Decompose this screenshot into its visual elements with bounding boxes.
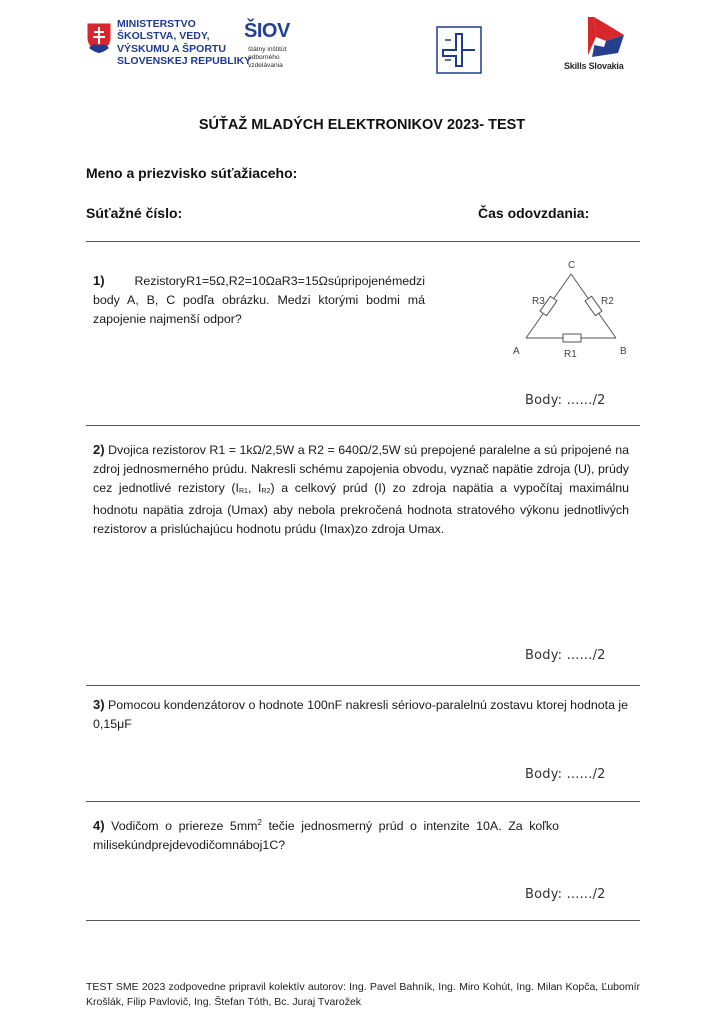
- siov-logo: [244, 20, 314, 80]
- siov-subtitle: [248, 46, 286, 69]
- node-c-label: C: [568, 260, 576, 271]
- score-field: Body: ....../2: [525, 887, 606, 902]
- resistor-triangle-diagram: [508, 256, 632, 362]
- question-text: , I: [247, 481, 262, 495]
- competition-number-label: Súťažné číslo:: [86, 205, 183, 221]
- question-text: ) a celkový prúd (I) zo zdroja napätia a vypočítaj maximálnu hodnotu napätia zdroja (Umax) aby nebola prekročená hodnota stratového výkonu jednotlivých rezistorov a prislúchajúcu hodnotu prúdu (Imax)zo zdroja Umax.: [93, 481, 629, 536]
- siov-sub-line: odborného: [248, 53, 280, 61]
- score-field: Body: ....../2: [525, 767, 606, 782]
- superscript: 2: [257, 818, 262, 827]
- subscript: R2: [261, 488, 271, 495]
- divider: [86, 920, 640, 921]
- question-text: Pomocou kondenzátorov o hodnote 100nF nakresli sériovo-paralelnú zostavu ktorej hodnota je 0,15μF: [93, 698, 629, 731]
- question-number: 1): [93, 273, 105, 288]
- question-text: RezistoryR1=5Ω,R2=10ΩaR3=15Ωsúpripojenémedzi body A, B, C podľa obrázku. Medzi ktorými bodmi má zapojenie najmenší odpor?: [93, 274, 425, 326]
- divider: [86, 801, 640, 802]
- divider: [86, 241, 640, 242]
- question-3: [93, 695, 629, 734]
- submission-time-label: Čas odovzdania:: [478, 205, 590, 221]
- skills-slovakia-logo: [564, 15, 634, 75]
- resistor-r1-label: R1: [564, 349, 577, 360]
- ministry-line: MINISTERSTVO: [117, 18, 196, 30]
- score-field: Body: ....../2: [525, 393, 606, 408]
- question-number: 4): [93, 818, 105, 833]
- siov-sub-line: štátny inštitút: [248, 46, 287, 53]
- ministry-line: ŠKOLSTVA, VEDY,: [117, 30, 210, 43]
- question-number: 2): [93, 442, 105, 457]
- question-2: [93, 440, 629, 539]
- question-1: [93, 271, 425, 329]
- node-a-label: A: [513, 346, 520, 357]
- question-number: 3): [93, 697, 105, 712]
- ministry-line: SLOVENSKEJ REPUBLIKY: [117, 55, 252, 68]
- slovak-crest-icon: [86, 22, 112, 54]
- siov-wordmark: ŠIOV: [244, 20, 290, 42]
- name-field-label: Meno a priezvisko súťažiaceho:: [86, 165, 298, 181]
- question-text: tečie jednosmerný prúd o intenzite 10A. Za koľko milisekúndprejdevodičomnáboj1C?: [93, 819, 559, 852]
- skills-wordmark: Skills Slovakia: [564, 61, 624, 71]
- ministry-name: [117, 18, 251, 68]
- divider: [86, 685, 640, 686]
- ministry-logo: [86, 18, 252, 80]
- question-text: Dvojica rezistorov R1 = 1kΩ/2,5W a R2 = 640Ω/2,5W sú prepojené paralelne a sú pripojené na zdroj jednosmerného prúdu. Nakresli schému zapojenia obvodu, vyznač napätie zdroja (U), prúdy cez jednotlivé rezistory (I: [93, 443, 629, 495]
- subscript: R1: [238, 488, 248, 495]
- resistor-r3-label: R3: [532, 296, 545, 307]
- siov-sub-line: vzdelávania: [248, 61, 283, 69]
- question-4: [93, 813, 559, 855]
- ministry-line: VÝSKUMU A ŠPORTU: [117, 42, 226, 55]
- flag-swoosh-icon: [578, 15, 628, 59]
- page-title: SÚŤAŽ MLADÝCH ELEKTRONIKOV 2023- TEST: [198, 117, 526, 133]
- score-field: Body: ....../2: [525, 648, 606, 663]
- authors-footer: TEST SME 2023 zodpovedne pripravil kolektív autorov: Ing. Pavel Bahník, Ing. Miro Kohút, Ing. Milan Kopča, Ľubomír Krošlák, Filip Pavlovič, Ing. Štefan Tóth, Bc. Juraj Tvarožek: [86, 981, 640, 1008]
- node-b-label: B: [620, 346, 627, 357]
- question-text: Vodičom o priereze 5mm: [111, 819, 258, 833]
- resistor-r2-label: R2: [601, 296, 614, 307]
- divider: [86, 425, 640, 426]
- square-emblem-icon: [436, 26, 482, 74]
